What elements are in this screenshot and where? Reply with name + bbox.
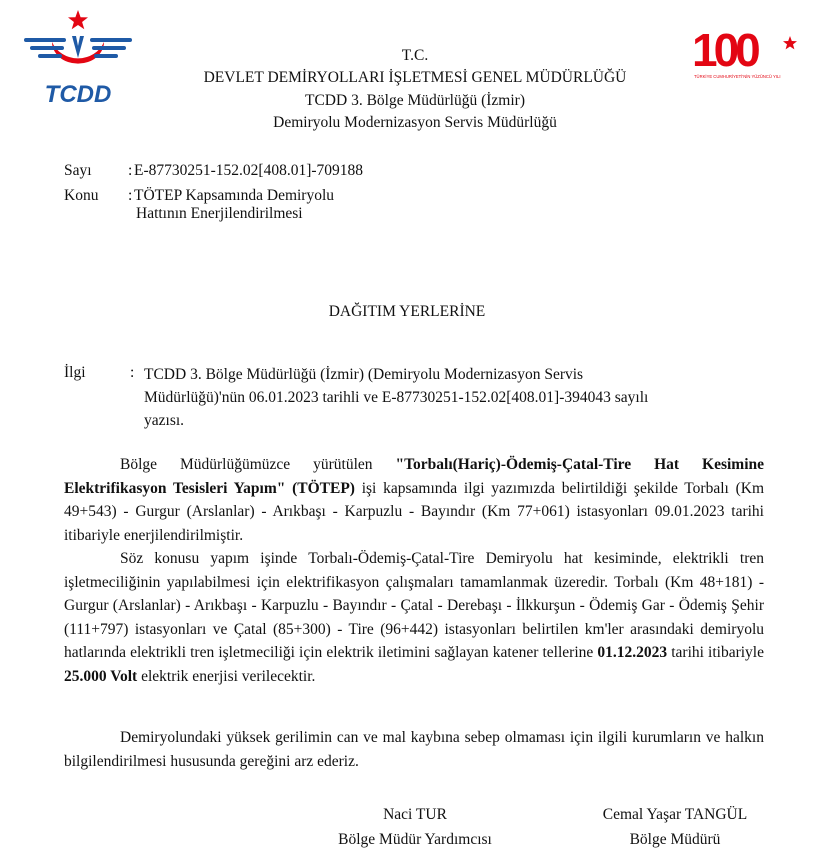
p1-text-a: Bölge Müdürlüğümüzce yürütülen [120,456,396,473]
tcdd-logo [22,6,134,106]
recipient-heading: DAĞITIM YERLERİNE [328,303,486,320]
signatory-1-title: Bölge Müdür Yardımcısı [338,831,492,848]
konu-value-line2: Hattının Enerjilendirilmesi [136,205,303,222]
p2-text-a: Söz konusu yapım işinde Torbalı-Ödemiş-Çatal-Tire Demiryolu hat kesiminde, elektrikli tren işletmeciliğinin yapılabilmesi için elektrifikasyon çalışmaları tamamlanmak üzeredir. Torbalı (Km 48+181) - Gurgur (Arslanlar) - Arıkbaşı - Karpuzlu - Bayındır - Çatal - Derebaşı - İlkkurşun - Ödemiş Gar - Ödemiş Şehir (111+797) istasyonları ve Çatal (85+300) - Tire (96+442) istasyonları belirtilen km'ler arasındaki demiryolu hatlarında elektrikli tren işletmeciliği için elektrik iletimini sağlayan katener tellerine [64,550,764,661]
body-paragraph-3: Demiryolundaki yüksek gerilimin can ve mal kaybına sebep olmaması için ilgili kurumların ve halkın bilgilendirilmesi hususunda gereğini arz ederiz. [64,729,764,770]
header-department: Demiryolu Modernizasyon Servis Müdürlüğü [273,114,557,131]
signatory-1-name: Naci TUR [383,806,447,823]
signatory-2-title: Bölge Müdürü [629,831,721,848]
tcdd-emblem-icon [22,6,134,106]
centennial-emblem-icon [690,22,802,82]
centennial-number: 100 [692,24,757,76]
header-organization: DEVLET DEMİRYOLLARI İŞLETMESİ GENEL MÜDÜRLÜĞÜ [203,69,627,86]
signatory-2-name: Cemal Yaşar TANGÜL [602,806,748,823]
p2-date: 01.12.2023 [597,644,668,661]
p1-project-name: "Torbalı(Hariç)-Ödemiş-Çatal-Tire Hat Kesimine Elektrifikasyon Tesisleri Yapım" (TÖTEP) [64,456,764,497]
ilgi-line1: TCDD 3. Bölge Müdürlüğü (İzmir) (Demiryolu Modernizasyon Servis [144,366,584,383]
ilgi-label: İlgi [64,364,86,381]
p2-voltage: 25.000 Volt [64,667,138,685]
header-tc: T.C. [401,47,429,64]
p1-text-b: işi kapsamında ilgi yazımızda belirtildiği şekilde Torbalı (Km 49+543) - Gurgur (Arslanlar) - Arıkbaşı - Karpuzlu - Bayındır (Km 77+061) istasyonları 09.01.2023 tarihi itibariyle enerjilendirilmiştir. [64,479,764,544]
konu-colon: : [128,187,133,204]
body-paragraph-2 [64,547,764,688]
p2-text-b: tarihi itibariyle [667,644,764,661]
centennial-subtext: TÜRKİYE CUMHURİYETİ'NİN YÜZÜNCÜ YILI [694,74,781,79]
body-paragraph-1 [64,453,764,547]
centennial-logo [690,22,802,82]
ilgi-line2: Müdürlüğü)'nün 06.01.2023 tarihli ve E-87730251-152.02[408.01]-394043 sayılı [144,389,649,406]
p2-text-c: elektrik enerjisi verilecektir. [137,667,316,685]
header-region: TCDD 3. Bölge Müdürlüğü (İzmir) [305,92,525,109]
konu-label: Konu [64,187,99,204]
ilgi-text [144,363,744,432]
ilgi-line3: yazısı. [144,412,185,429]
sayi-value: E-87730251-152.02[408.01]-709188 [134,162,364,179]
sayi-label: Sayı [64,162,92,179]
tcdd-logo-text: TCDD [44,81,112,106]
konu-value-line1: TÖTEP Kapsamında Demiryolu [134,187,335,204]
ilgi-colon: : [130,364,135,381]
sayi-colon: : [128,162,133,179]
